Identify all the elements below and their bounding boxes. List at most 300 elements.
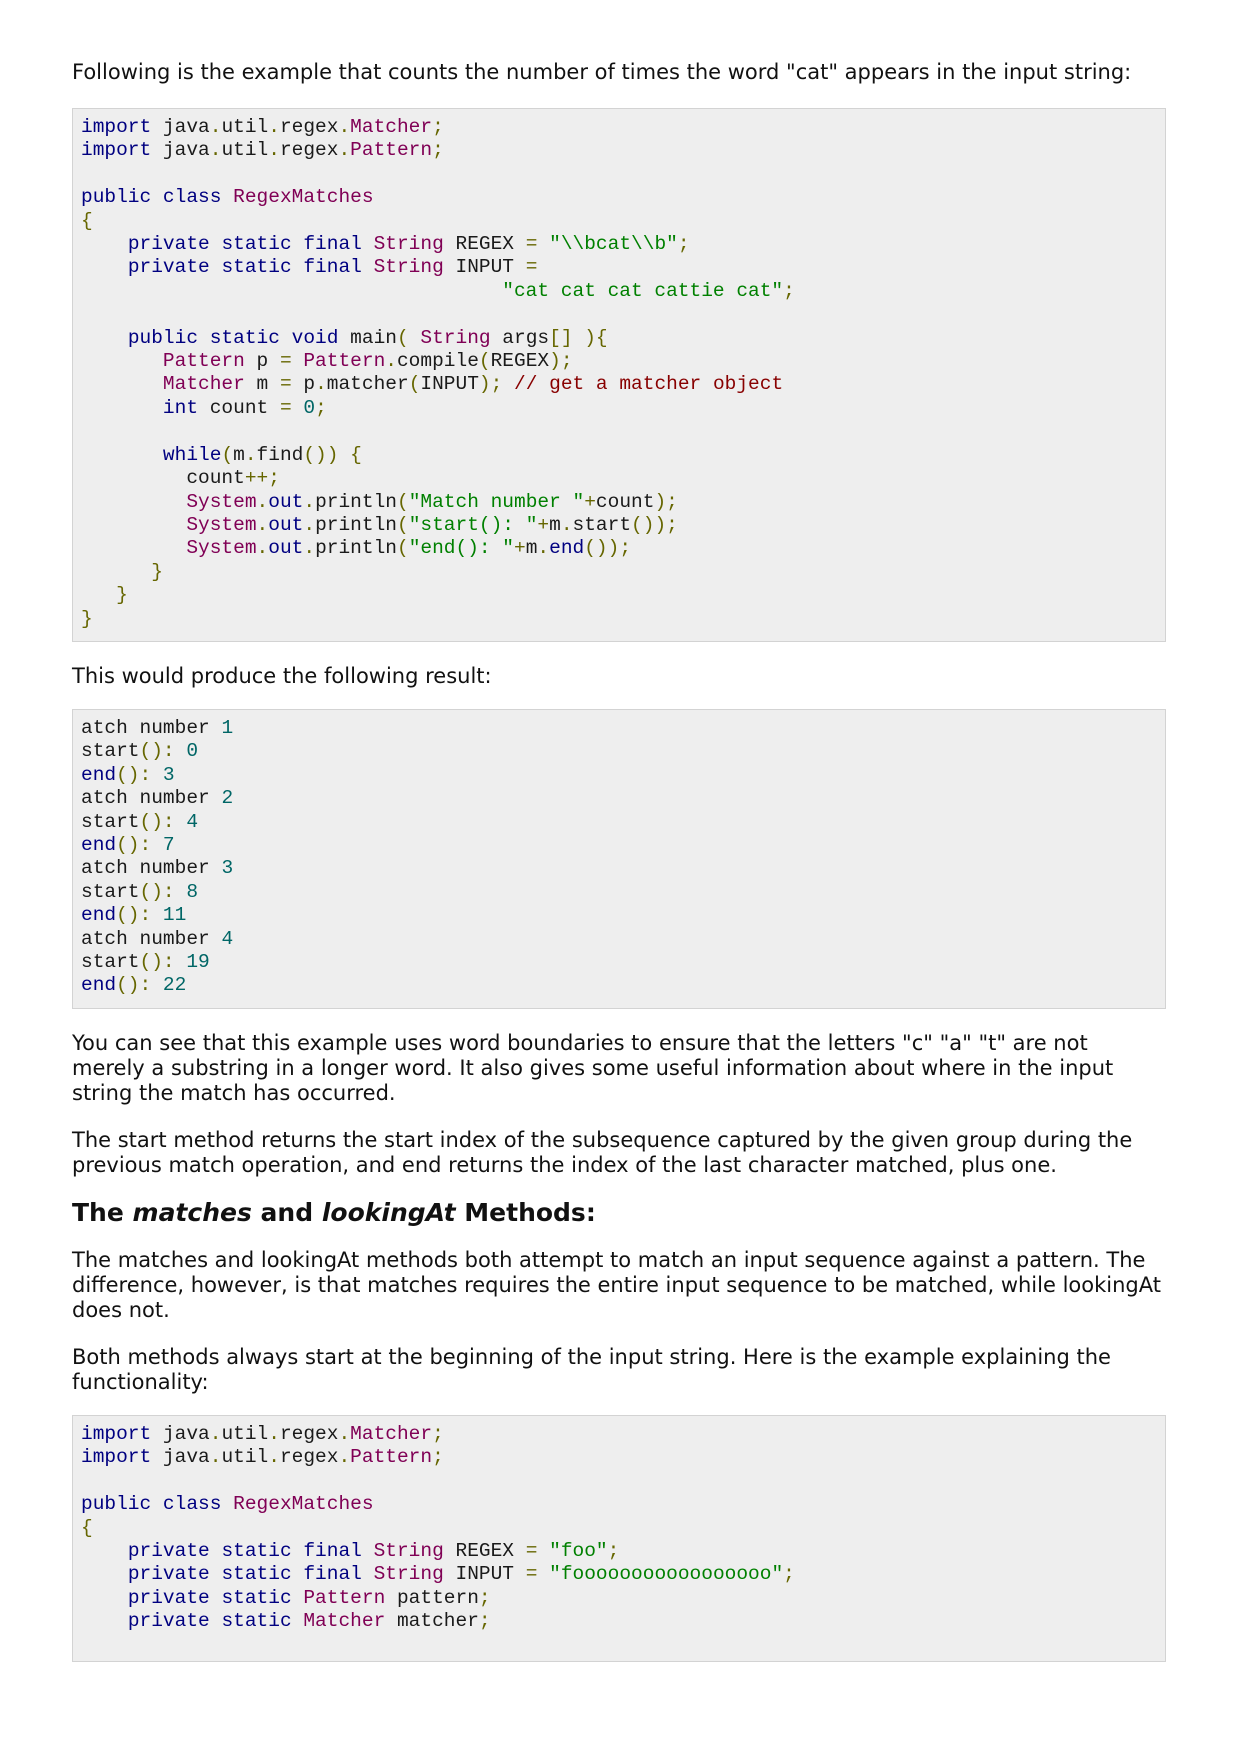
code-token: "Match number ": [408, 490, 585, 513]
code-token: Matcher: [350, 1423, 433, 1445]
code-token: [537, 1540, 549, 1562]
code-token: .: [315, 373, 327, 396]
code-token: [81, 537, 186, 559]
code-token: .: [303, 537, 316, 560]
document-page: [72, 60, 1166, 1662]
code-token: [175, 740, 187, 762]
code-token: []: [549, 326, 573, 349]
code-token: +: [514, 537, 526, 560]
code-token: [502, 373, 514, 395]
code-token: m: [549, 513, 561, 536]
code-token: ++;: [244, 467, 280, 490]
code-token: .: [209, 116, 222, 138]
code-token: start: [81, 740, 140, 763]
code-line: [81, 904, 186, 926]
code-token: public: [81, 1493, 152, 1516]
code-token: .: [209, 1446, 222, 1469]
code-line: [81, 116, 444, 138]
code-token: INPUT: [443, 1563, 526, 1586]
code-token: ;: [478, 1610, 491, 1633]
code-token: [292, 233, 304, 255]
code-token: 3: [162, 763, 175, 786]
code-token: .: [244, 443, 257, 466]
code-token: ():: [139, 880, 175, 903]
code-token: find: [256, 443, 304, 466]
code-token: [81, 327, 128, 349]
code-token: [81, 1540, 128, 1562]
code-token: end: [549, 537, 585, 560]
code-token: INPUT: [420, 373, 479, 396]
code-line: [81, 139, 444, 161]
code-token: start: [572, 513, 632, 536]
code-token: Pattern: [350, 139, 433, 162]
code-token: =: [525, 256, 538, 279]
code-token: "start(): ": [408, 513, 538, 536]
code-token: atch number: [81, 927, 222, 950]
code-token: =: [279, 350, 292, 373]
code-token: (: [478, 350, 491, 373]
code-token: =: [279, 373, 292, 396]
code-token: ;: [432, 1423, 444, 1445]
code-token: .: [268, 139, 280, 162]
code-token: [573, 327, 585, 349]
code-token: (: [396, 513, 409, 536]
code-token: ():: [116, 763, 152, 786]
code-token: pattern: [385, 1586, 479, 1609]
code-token: [175, 811, 187, 833]
code-line: [81, 1540, 619, 1562]
code-token: p: [291, 373, 316, 396]
code-token: .: [338, 139, 351, 162]
code-token: args: [490, 326, 550, 349]
code-token: [362, 1540, 374, 1562]
code-token: +: [584, 490, 596, 513]
code-token: [81, 1610, 128, 1632]
code-token: class: [162, 186, 222, 209]
code-token: [338, 444, 350, 466]
code-token: [210, 1540, 222, 1562]
code-token: ;: [432, 1446, 444, 1469]
code-token: String: [373, 233, 444, 256]
code-block-example-2: [72, 1415, 1166, 1662]
code-token: System: [186, 490, 257, 513]
code-token: ():: [116, 834, 152, 857]
code-token: =: [279, 396, 292, 419]
code-token: count: [81, 467, 245, 490]
code-token: REGEX: [490, 350, 550, 373]
code-token: import: [81, 1423, 152, 1445]
code-token: .: [256, 490, 269, 513]
code-token: [210, 233, 222, 255]
code-token: "cat cat cat cattie cat": [502, 279, 784, 302]
code-token: util: [221, 1423, 269, 1445]
code-token: class: [162, 1493, 222, 1516]
code-token: [362, 233, 374, 255]
code-token: private: [127, 1610, 210, 1633]
code-line: [81, 491, 678, 513]
code-token: matcher: [326, 373, 409, 396]
code-token: final: [303, 1540, 362, 1563]
code-line: [81, 1493, 374, 1515]
code-token: final: [303, 1563, 362, 1586]
code-token: [292, 397, 304, 419]
code-token: ;: [432, 116, 444, 138]
code-token: [409, 327, 421, 349]
code-token: String: [373, 256, 444, 279]
code-token: [198, 327, 210, 349]
code-line: [81, 280, 795, 302]
code-listing-2: [81, 1423, 1157, 1634]
code-token: 3: [221, 857, 234, 880]
code-token: m: [525, 537, 538, 560]
code-token: [81, 1563, 128, 1585]
code-token: [81, 491, 186, 513]
code-line: [81, 951, 210, 973]
code-line: [81, 1587, 491, 1609]
code-line: [81, 764, 175, 786]
code-token: ;: [315, 396, 327, 419]
code-token: [210, 1563, 222, 1585]
code-token: (: [396, 326, 409, 349]
section-heading: [72, 1198, 1166, 1228]
code-token: (: [396, 490, 409, 513]
code-token: public: [127, 326, 199, 349]
code-line: [81, 928, 233, 950]
code-token: util: [221, 1446, 269, 1469]
code-token: start: [81, 810, 140, 833]
code-token: util: [221, 139, 269, 162]
output-listing: [81, 717, 1157, 998]
code-token: }: [81, 607, 93, 630]
code-token: end: [81, 974, 117, 997]
code-token: 7: [162, 834, 175, 857]
code-token: Pattern: [303, 1586, 386, 1609]
code-token: public: [81, 186, 152, 209]
code-token: );: [654, 490, 678, 513]
code-token: static: [221, 256, 292, 279]
code-token: ():: [139, 951, 175, 974]
code-token: [292, 256, 304, 278]
code-token: INPUT: [443, 256, 526, 279]
code-line: [81, 584, 128, 606]
code-token: println: [315, 490, 397, 513]
code-token: [81, 1587, 128, 1609]
code-token: [292, 1563, 304, 1585]
code-token: RegexMatches: [233, 1493, 374, 1516]
code-token: [537, 233, 549, 255]
code-token: [210, 1610, 222, 1632]
code-token: [81, 233, 128, 255]
code-token: [210, 256, 222, 278]
code-token: [81, 350, 163, 372]
code-line: [81, 608, 93, 630]
code-token: 0: [303, 396, 316, 419]
code-token: .: [256, 537, 269, 560]
code-token: [292, 350, 304, 372]
code-token: =: [525, 1563, 538, 1586]
code-block-output: [72, 709, 1166, 1009]
code-token: (: [408, 373, 421, 396]
explanation-paragraph-2: The start method returns the start index of the subsequence captured by the given group during the previous match operation, and end returns the index of the last character matched, plus one.: [72, 1128, 1133, 1177]
code-token: System: [186, 537, 257, 560]
code-token: .: [338, 1446, 351, 1469]
code-line: [81, 1446, 444, 1468]
code-token: ;: [783, 279, 795, 302]
code-token: Matcher: [162, 373, 245, 396]
code-token: {: [81, 209, 93, 232]
code-token: ());: [631, 513, 678, 536]
heading-text-methods: Methods:: [455, 1198, 596, 1227]
code-token: ;: [677, 233, 690, 256]
code-token: (: [396, 537, 409, 560]
code-line: [81, 1610, 491, 1632]
code-token: [81, 397, 163, 419]
code-token: ():: [139, 810, 175, 833]
intro-paragraph: Following is the example that counts the number of times the word "cat" appears in the input string:: [72, 60, 1132, 84]
code-token: int: [162, 396, 199, 419]
code-token: java: [151, 116, 210, 138]
code-line: [81, 717, 233, 739]
code-token: Matcher: [303, 1610, 386, 1633]
code-token: private: [127, 1586, 210, 1609]
code-token: ():: [116, 974, 152, 997]
code-token: "\\bcat\\b": [549, 233, 678, 256]
code-token: [151, 974, 163, 996]
code-token: [292, 1587, 304, 1609]
code-token: main: [338, 326, 397, 349]
heading-text-and: and: [251, 1198, 322, 1227]
code-token: REGEX: [443, 1540, 526, 1563]
code-token: count: [198, 396, 280, 419]
code-token: [81, 256, 128, 278]
heading-term-matches: matches: [132, 1198, 252, 1227]
code-token: 22: [162, 974, 187, 997]
code-token: [221, 1493, 233, 1515]
code-token: out: [268, 490, 304, 513]
code-token: [81, 561, 151, 583]
code-token: [151, 186, 163, 208]
code-token: import: [81, 1446, 152, 1469]
code-token: ());: [584, 537, 632, 560]
code-token: java: [151, 1423, 210, 1445]
code-token: .: [268, 1446, 280, 1469]
code-line: [81, 1423, 444, 1445]
code-token: .: [256, 513, 269, 536]
code-token: import: [81, 139, 152, 162]
section-paragraph-1: The matches and lookingAt methods both attempt to match an input sequence against a pattern. The difference, however, is that matches requires the entire input sequence to be matched, while lookingAt does not.: [72, 1248, 1161, 1322]
heading-text-the: The: [72, 1198, 133, 1227]
code-token: static: [221, 1586, 292, 1609]
code-token: static: [221, 1610, 292, 1633]
code-line: [81, 787, 233, 809]
code-token: void: [291, 326, 339, 349]
code-token: [210, 1587, 222, 1609]
code-token: =: [525, 233, 538, 256]
code-token: .: [209, 1423, 222, 1445]
code-line: [81, 350, 573, 372]
code-token: [292, 1610, 304, 1632]
code-token: atch number: [81, 717, 222, 739]
code-token: .: [537, 537, 550, 560]
code-token: java: [151, 139, 210, 162]
code-token: }: [116, 584, 128, 607]
code-token: .: [338, 1423, 351, 1445]
code-token: [81, 280, 502, 302]
code-token: ()): [303, 443, 339, 466]
code-token: util: [221, 116, 269, 138]
code-line: [81, 740, 198, 762]
code-line: [81, 881, 198, 903]
code-token: while: [162, 443, 222, 466]
code-token: [221, 186, 233, 208]
code-line: [81, 1517, 93, 1539]
code-line: [81, 537, 631, 559]
code-token: // get a matcher object: [514, 373, 784, 396]
code-token: [280, 327, 292, 349]
code-token: println: [315, 513, 397, 536]
code-token: [81, 373, 163, 395]
code-token: .: [268, 1423, 280, 1445]
code-line: [81, 256, 537, 278]
code-token: ;: [607, 1540, 620, 1563]
code-token: {: [350, 443, 362, 466]
code-token: import: [81, 116, 152, 138]
code-token: 1: [221, 717, 234, 739]
code-token: [292, 1540, 304, 1562]
code-token: end: [81, 763, 117, 786]
code-token: REGEX: [443, 233, 526, 256]
code-token: .: [209, 139, 222, 162]
code-token: private: [127, 1540, 210, 1563]
code-line: [81, 1563, 795, 1585]
code-token: ():: [139, 740, 175, 763]
code-token: [537, 1563, 549, 1585]
code-token: 11: [162, 904, 187, 927]
code-token: regex: [279, 116, 339, 138]
code-listing: [81, 116, 1157, 631]
code-token: ;: [478, 1586, 491, 1609]
code-token: Matcher: [350, 116, 433, 138]
code-token: String: [420, 326, 491, 349]
code-token: [81, 514, 186, 536]
code-token: static: [221, 1563, 292, 1586]
code-token: end: [81, 834, 117, 857]
code-token: ():: [116, 904, 152, 927]
code-token: ){: [584, 326, 608, 349]
code-token: atch number: [81, 857, 222, 880]
code-token: start: [81, 951, 140, 974]
code-token: .: [268, 116, 280, 138]
result-intro: This would produce the following result:: [72, 664, 492, 688]
code-token: ;: [783, 1563, 795, 1586]
code-line: [81, 233, 690, 255]
code-line: [81, 857, 233, 879]
code-token: .: [303, 513, 316, 536]
code-token: }: [151, 560, 163, 583]
code-line: [81, 373, 783, 395]
code-line: [81, 974, 186, 996]
code-token: =: [525, 1540, 538, 1563]
code-line: [81, 397, 327, 419]
code-token: {: [81, 1516, 93, 1539]
code-token: matcher: [385, 1610, 479, 1633]
code-token: static: [221, 233, 292, 256]
code-token: atch number: [81, 787, 222, 810]
code-token: count: [595, 490, 655, 513]
code-token: regex: [279, 1446, 339, 1469]
code-token: Pattern: [162, 350, 245, 373]
code-token: 19: [186, 951, 210, 974]
code-token: .: [303, 490, 316, 513]
code-token: private: [127, 1563, 210, 1586]
code-token: [81, 444, 163, 466]
code-token: final: [303, 233, 362, 256]
code-token: [151, 764, 163, 786]
code-token: (: [221, 443, 234, 466]
code-token: "foo": [549, 1540, 608, 1563]
code-token: [151, 1493, 163, 1515]
code-token: println: [315, 537, 397, 560]
code-token: [151, 904, 163, 926]
code-token: "end(): ": [408, 537, 515, 560]
code-token: start: [81, 880, 140, 903]
code-line: [81, 561, 163, 583]
code-token: m: [244, 373, 280, 396]
code-token: Pattern: [350, 1446, 433, 1469]
code-token: ;: [432, 139, 444, 162]
code-line: [81, 811, 198, 833]
heading-term-lookingat: lookingAt: [321, 1198, 456, 1227]
code-token: out: [268, 513, 304, 536]
code-token: Pattern: [303, 350, 386, 373]
code-token: );: [549, 350, 573, 373]
code-token: );: [478, 373, 503, 396]
code-token: static: [221, 1540, 292, 1563]
code-line: [81, 444, 362, 466]
code-token: out: [268, 537, 304, 560]
code-token: 8: [186, 880, 199, 903]
code-token: private: [127, 233, 210, 256]
code-token: compile: [396, 350, 479, 373]
code-token: .: [385, 350, 397, 373]
code-token: 2: [221, 787, 234, 810]
code-token: System: [186, 513, 257, 536]
code-token: regex: [279, 139, 339, 162]
code-line: [81, 514, 678, 536]
code-token: +: [537, 513, 550, 536]
code-token: [175, 951, 187, 973]
code-token: m: [233, 443, 245, 466]
code-token: regex: [279, 1423, 339, 1445]
code-token: static: [209, 326, 280, 349]
code-token: [81, 584, 116, 606]
code-block-example-1: [72, 108, 1166, 642]
code-token: [175, 881, 187, 903]
code-line: [81, 467, 280, 489]
code-token: 4: [186, 810, 199, 833]
code-token: "fooooooooooooooooo": [549, 1563, 784, 1586]
code-token: 0: [186, 740, 199, 763]
code-token: p: [244, 350, 280, 373]
code-token: [362, 256, 374, 278]
code-line: [81, 186, 374, 208]
code-line: [81, 327, 608, 349]
code-token: 4: [221, 927, 234, 950]
code-token: private: [127, 256, 210, 279]
code-token: .: [560, 513, 573, 536]
code-token: [362, 1563, 374, 1585]
code-token: final: [303, 256, 362, 279]
